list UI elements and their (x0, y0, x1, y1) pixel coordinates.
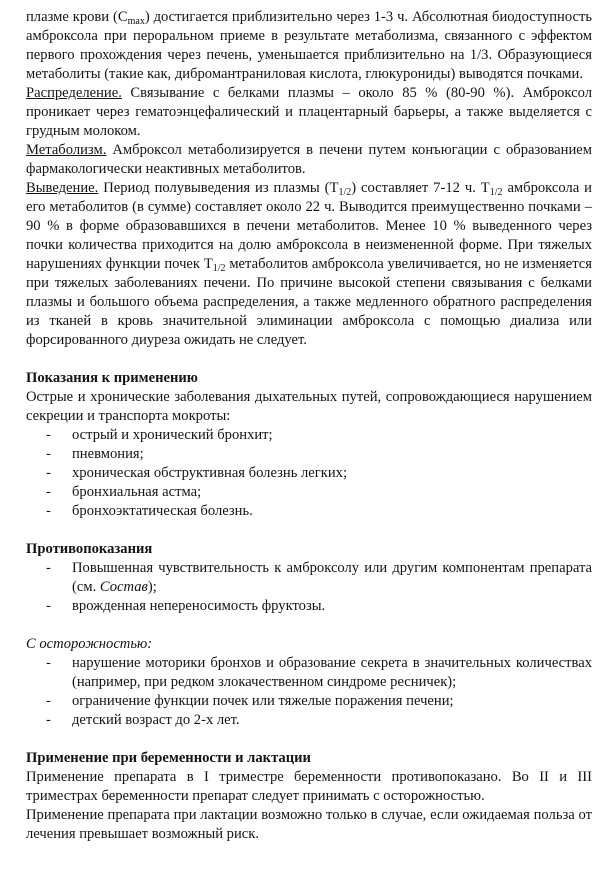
dash-bullet: - (46, 655, 51, 671)
section-spacer (26, 616, 592, 635)
half-life-subscript-2: 1/2 (489, 187, 503, 198)
pregnancy-heading: Применение при беременности и лактации (26, 750, 311, 766)
list-item (26, 426, 592, 445)
excretion-text-3: амброксола и его метаболитов (в сумме) составляет около 22 ч. Выводится преимущественно почками – 90 % в форме образовавшихся в печени метаболитов. Менее 10 % выведенного через почки количества приходится на долю амброксола в неизмененной форме. При тяжелых нарушениях функции почек T (26, 180, 592, 272)
list-item-text: ); (147, 579, 157, 595)
distribution-label: Распределение. (26, 85, 122, 101)
list-item (26, 483, 592, 502)
metabolism-paragraph (26, 141, 592, 179)
dash-bullet: - (46, 598, 51, 614)
metabolism-label: Метаболизм. (26, 142, 107, 158)
excretion-text-1: Период полувыведения из плазмы (T (98, 180, 339, 196)
document-page (26, 8, 592, 844)
composition-reference: Состав (99, 579, 148, 595)
dash-bullet: - (46, 465, 51, 481)
pregnancy-paragraph: Применение препарата в I триместре беременности противопоказано. Во II и III триместрах беременности препарат следует принимать с осторожностью. (26, 769, 592, 804)
section-spacer (26, 730, 592, 749)
list-item (26, 445, 592, 464)
list-item-text: врожденная непереносимость фруктозы. (72, 598, 326, 614)
list-item (26, 559, 592, 597)
dash-bullet: - (46, 446, 51, 462)
indications-intro: Острые и хронические заболевания дыхательных путей, сопровождающиеся нарушением секреции и транспорта мокроты: (26, 389, 592, 424)
indications-list (26, 426, 592, 521)
list-item-text: нарушение моторики бронхов и образование секрета в значительных количествах (например, при редком злокачественном синдроме ресничек); (72, 655, 592, 690)
list-item-text: детский возраст до 2-х лет. (72, 712, 240, 728)
list-item (26, 464, 592, 483)
list-item-text: ограничение функции почек или тяжелые поражения печени; (72, 693, 454, 709)
list-item (26, 692, 592, 711)
absorption-paragraph (26, 8, 592, 84)
list-item-text: острый и хронический бронхит; (72, 427, 273, 443)
section-spacer (26, 521, 592, 540)
distribution-text: Связывание с белками плазмы – около 85 % (80-90 %). Амброксол проникает через гематоэнцефалический и плацентарный барьеры, а также выделяется с грудным молоком. (26, 85, 592, 139)
dash-bullet: - (46, 427, 51, 443)
lactation-paragraph: Применение препарата при лактации возможно только в случае, если ожидаемая польза от лечения превышает возможный риск. (26, 807, 592, 842)
list-item-text: бронхоэктатическая болезнь. (72, 503, 253, 519)
absorption-text-b: ) достигается приблизительно через 1-3 ч. Абсолютная биодоступность амброксола при пероральном приеме в результате метаболизма, связанного с эффектом первого прохождения через печень, уменьшается приблизительно на 1/3. Образующиеся метаболиты (такие как, дибромантраниловая кислота, глюкурониды) выводятся почками. (26, 9, 592, 82)
list-item (26, 502, 592, 521)
list-item (26, 597, 592, 616)
half-life-subscript-1: 1/2 (338, 187, 352, 198)
list-item-text: Повышенная чувствительность к амброксолу или другим компонентам препарата (см. (72, 560, 592, 595)
list-item-text: пневмония; (72, 446, 144, 462)
indications-heading: Показания к применению (26, 370, 198, 386)
dash-bullet: - (46, 693, 51, 709)
half-life-subscript-3: 1/2 (212, 263, 226, 274)
dash-bullet: - (46, 503, 51, 519)
list-item (26, 711, 592, 730)
dash-bullet: - (46, 712, 51, 728)
caution-list (26, 654, 592, 730)
list-item-text: бронхиальная астма; (72, 484, 202, 500)
excretion-paragraph (26, 179, 592, 350)
cmax-subscript: max (127, 16, 145, 27)
section-spacer (26, 350, 592, 369)
contraindications-list (26, 559, 592, 616)
dash-bullet: - (46, 484, 51, 500)
list-item (26, 654, 592, 692)
contraindications-heading: Противопоказания (26, 541, 153, 557)
metabolism-text: Амброксол метаболизируется в печени путем конъюгации с образованием фармакологически неактивных метаболитов. (26, 142, 592, 177)
list-item-text: хроническая обструктивная болезнь легких; (72, 465, 348, 481)
excretion-label: Выведение. (26, 180, 99, 196)
distribution-paragraph (26, 84, 592, 141)
excretion-text-2: ) составляет 7-12 ч. T (351, 180, 490, 196)
dash-bullet: - (46, 560, 51, 576)
caution-heading: С осторожностью: (26, 636, 153, 652)
excretion-text-4: метаболитов амброксола увеличивается, но не изменяется при тяжелых заболеваниях печени. По причине высокой степени связывания с белками плазмы и большого объема распределения, а также медленного обратного распределения из тканей в кровь значительной элиминации амброксола с помощью диализа или форсированного диуреза ожидать не следует. (26, 256, 592, 348)
absorption-text-a: плазме крови (C (26, 9, 128, 25)
